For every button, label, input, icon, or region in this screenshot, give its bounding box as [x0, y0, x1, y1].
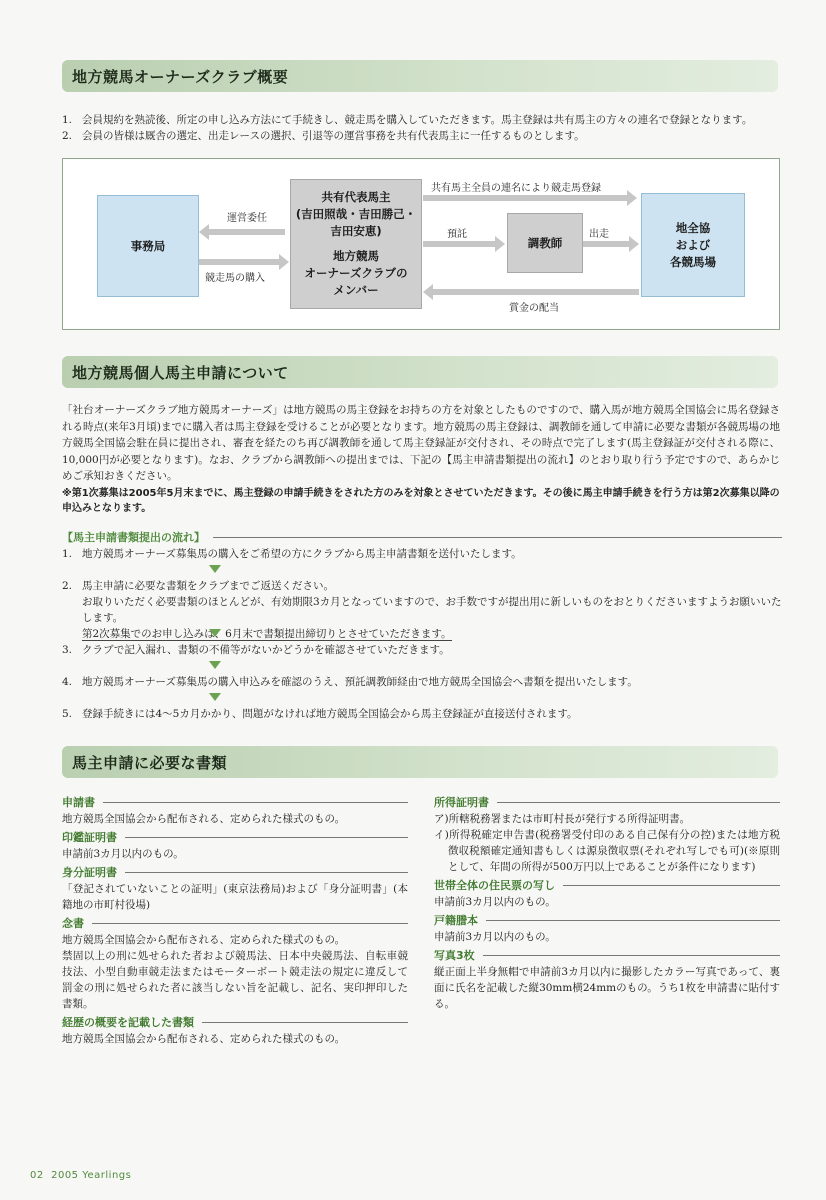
flow-step: 2. 馬主申請に必要な書類をクラブまでご返送ください。 お取りいただく必要書類のほとんどが、有効期限3カ月となっていますので、お手数ですが提出用に新しいものをおとりくださいますようお願いいたします。 第2次募集でのお申し込みは、6月末で書類提出締切りとさせていただきます。	[62, 580, 782, 640]
section-title: 地方競馬個人馬主申請について	[72, 363, 289, 382]
document-item: 念書 地方競馬全国協会から配布される、定められた様式のもの。 禁固以上の刑に処せられた者および競馬法、日本中央競馬法、自転車競技法、小型自動車競走法またはモーターボート競走法の規定に違反して罰金の刑に処せられた者に該当しない旨を記載し、記名、実印押印した書類。	[62, 916, 408, 1010]
publication-title: 2005 Yearlings	[51, 1170, 132, 1181]
arrow-register	[423, 195, 627, 201]
application-note: ※第1次募集は2005年5月末までに、馬主登録の申請手続きをされた方のみを対象とさせていただきます。その後に馬主申請手続きを行う方は第2次募集以降の申込みとなります。	[62, 488, 780, 514]
documents-left-column	[62, 792, 408, 1047]
owner-box: 共有代表馬主 (吉田照哉・吉田勝己・ 吉田安恵) 地方競馬 オーナーズクラブの メンバー	[290, 179, 422, 309]
section-header-application	[62, 356, 778, 388]
ownership-diagram: 事務局 共有代表馬主 (吉田照哉・吉田勝己・ 吉田安恵) 地方競馬 オーナーズクラブの メンバー 調教師 地全協 および 各競馬場 運営委任 競走馬の購入 共有馬主全員の連名により競走馬登録 預託 出走 賞金の配当	[62, 158, 780, 330]
section-title: 馬主申請に必要な書類	[72, 753, 228, 772]
flow-step: 1. 地方競馬オーナーズ募集馬の購入をご希望の方にクラブから馬主申請書類を送付いたします。	[62, 548, 522, 560]
flow-arrow-icon	[209, 565, 221, 573]
trainer-box: 調教師	[507, 213, 583, 273]
document-item: 経歴の概要を記載した書類 地方競馬全国協会から配布される、定められた様式のもの。	[62, 1014, 408, 1047]
document-item: 印鑑証明書 申請前3カ月以内のもの。	[62, 829, 408, 862]
page-footer	[30, 1170, 131, 1181]
arrow-deposit	[423, 241, 495, 247]
association-box: 地全協 および 各競馬場	[641, 193, 745, 297]
list-item: 1. 会員規約を熟読後、所定の申し込み方法にて手続きし、競走馬を購入していただきます。馬主登録は共有馬主の方々の連名で登録となります。	[62, 114, 753, 126]
flow-arrow-icon	[209, 629, 221, 637]
flow-step: 3. クラブで記入漏れ、書類の不備等がないかどうかを確認させていただきます。	[62, 644, 450, 656]
section-header-overview	[62, 60, 778, 92]
document-item: 写真3枚 縦正面上半身無帽で申請前3カ月以内に撮影したカラー写真であって、裏面に氏名を記載した縦30mm横24mmのもの。うち1枚を申請書に貼付する。	[434, 948, 780, 1010]
document-item: 申請書 地方競馬全国協会から配布される、定められた様式のもの。	[62, 794, 408, 827]
document-item: 所得証明書 ア)所轄税務署または市町村長が発行する所得証明書。 イ)所得税確定申告書(税務署受付印のある自己保有分の控)または地方税徴収税額確定通知書もしくは源泉徴収票(それぞれ写しでも可)(※原則として、年間の所得が500万円以上であることが条件になります)	[434, 795, 780, 873]
document-item: 世帯全体の住民票の写し 申請前3カ月以内のもの。	[434, 877, 780, 910]
page-number: 02	[30, 1170, 44, 1181]
arrow-entrust	[209, 229, 285, 235]
arrow-purchase	[199, 259, 279, 265]
flow-step: 4. 地方競馬オーナーズ募集馬の購入申込みを確認のうえ、預託調教師経由で地方競馬全国協会へ書類を提出いたします。	[62, 676, 638, 688]
list-item: 2. 会員の皆様は厩舎の選定、出走レースの選択、引退等の運営事務を共有代表馬主に一任するものとします。	[62, 130, 585, 142]
application-paragraph: 「社台オーナーズクラブ地方競馬オーナーズ」は地方競馬の馬主登録をお持ちの方を対象としたものですので、購入馬が地方競馬全国協会に馬名登録される時点(来年3月頃)までに購入者は馬主登録を受けることが必要となります。地方競馬の馬主登録は、調教師を通して申請に必要な書類が各競馬場の地方競馬全国協会駐在員に提出され、審査を経たのち再び調教師を通して馬主登録証が交付され、その時点で完了します(馬主登録証が交付される際に、10,000円が必要となります)。なお、クラブから調教師への提出までは、下記の【馬主申請書類提出の流れ】のとおり取り行う予定ですので、あらかじめご承知おきください。	[62, 404, 780, 482]
flow-step: 5. 登録手続きには4〜5カ月かかり、問題がなければ地方競馬全国協会から馬主登録証が直接送付されます。	[62, 708, 578, 720]
arrow-prize	[433, 289, 639, 295]
overview-list	[62, 112, 778, 144]
section-title: 地方競馬オーナーズクラブ概要	[72, 67, 289, 86]
office-box: 事務局	[97, 195, 199, 297]
flow-arrow-icon	[209, 693, 221, 701]
flow-arrow-icon	[209, 661, 221, 669]
section-header-documents	[62, 746, 778, 778]
arrow-race	[583, 241, 629, 247]
document-item: 戸籍謄本 申請前3カ月以内のもの。	[434, 912, 780, 945]
flow-title: 【馬主申請書類提出の流れ】	[62, 528, 782, 546]
documents-right-column	[434, 792, 780, 1012]
document-item: 身分証明書 「登記されていないことの証明」(東京法務局)および「身分証明書」(本籍地の市町村役場)	[62, 865, 408, 911]
